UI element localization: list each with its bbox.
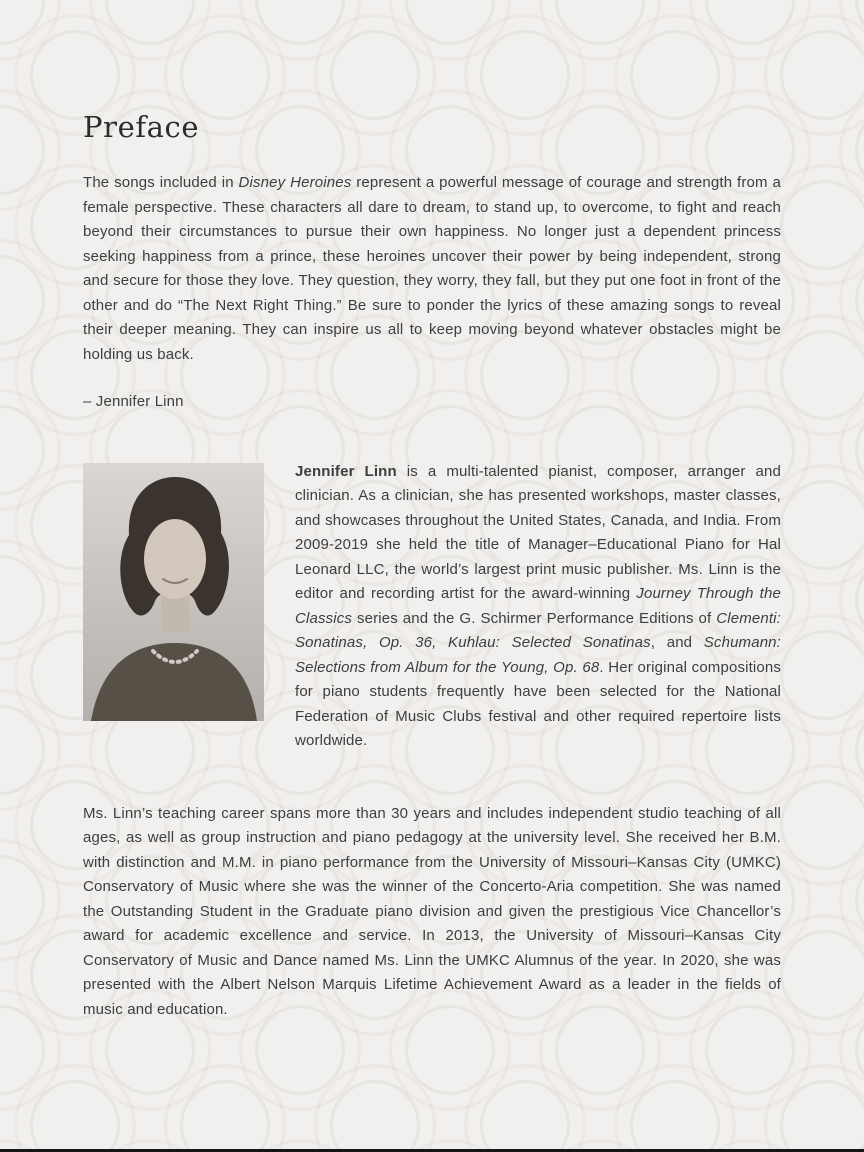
closing-paragraph: Ms. Linn’s teaching career spans more than 30 years and includes independent studio teaching of all ages, as well as group instruction and piano pedagogy at the university level. She received her B.M. with distinction and M.M. in piano performance from the University of Missouri–Kansas City (UMKC) Conservatory of Music where she was the winner of the Concerto-Aria competition. She was named the Outstanding Student in the Graduate piano division and given the prestigious Vice Chancellor’s award for academic excellence and service. In 2013, the University of Missouri–Kansas City Conservatory of Music and Dance named Ms. Linn the UMKC Alumnus of the year. In 2020, she was presented with the Albert Nelson Marquis Lifetime Achievement Award as a leader in the fields of music and education. [83,804,781,1018]
preface-paragraph: The songs included in Disney Heroines represent a powerful message of courage and strength from a female perspective. These characters all dare to dream, to stand up, to overcome, to fight and reach beyond their circumstances to pursue their own happiness. No longer just a dependent princess seeking happiness from a prince, these heroines uncover their power by being independent, strong and secure for those they love. They question, they worry, they fall, but they put one foot in front of the other and do “The Next Right Thing.” Be sure to ponder the lyrics of these amazing songs to reveal their deeper meaning. They can inspire us all to keep moving beyond whatever obstacles might be holding us back. [83,174,781,363]
bio-paragraph: Jennifer Linn is a multi-talented pianist, composer, arranger and clinician. As a clinician, she has presented workshops, master classes, and showcases throughout the United States, Canada, and India. From 2009-2019 she held the title of Manager–Educational Piano for Hal Leonard LLC, the world’s largest print music publisher. Ms. Linn is the editor and recording artist for the award-winning Journey Through the Classics series and the G. Schirmer Performance Editions of Clementi: Sonatinas, Op. 36, Kuhlau: Selected Sonatinas, and Schumann: Selections from Album for the Young, Op. 68. Her original compositions for piano students frequently have been selected for the National Federation of Music Clubs festival and other required repertoire lists worldwide. [295,462,782,749]
bio-section [83,463,781,754]
page-title: Preface [83,110,200,144]
jennifer-linn-photo [83,463,264,721]
portrait-illustration [83,463,264,721]
author-signature: – Jennifer Linn [83,393,184,410]
